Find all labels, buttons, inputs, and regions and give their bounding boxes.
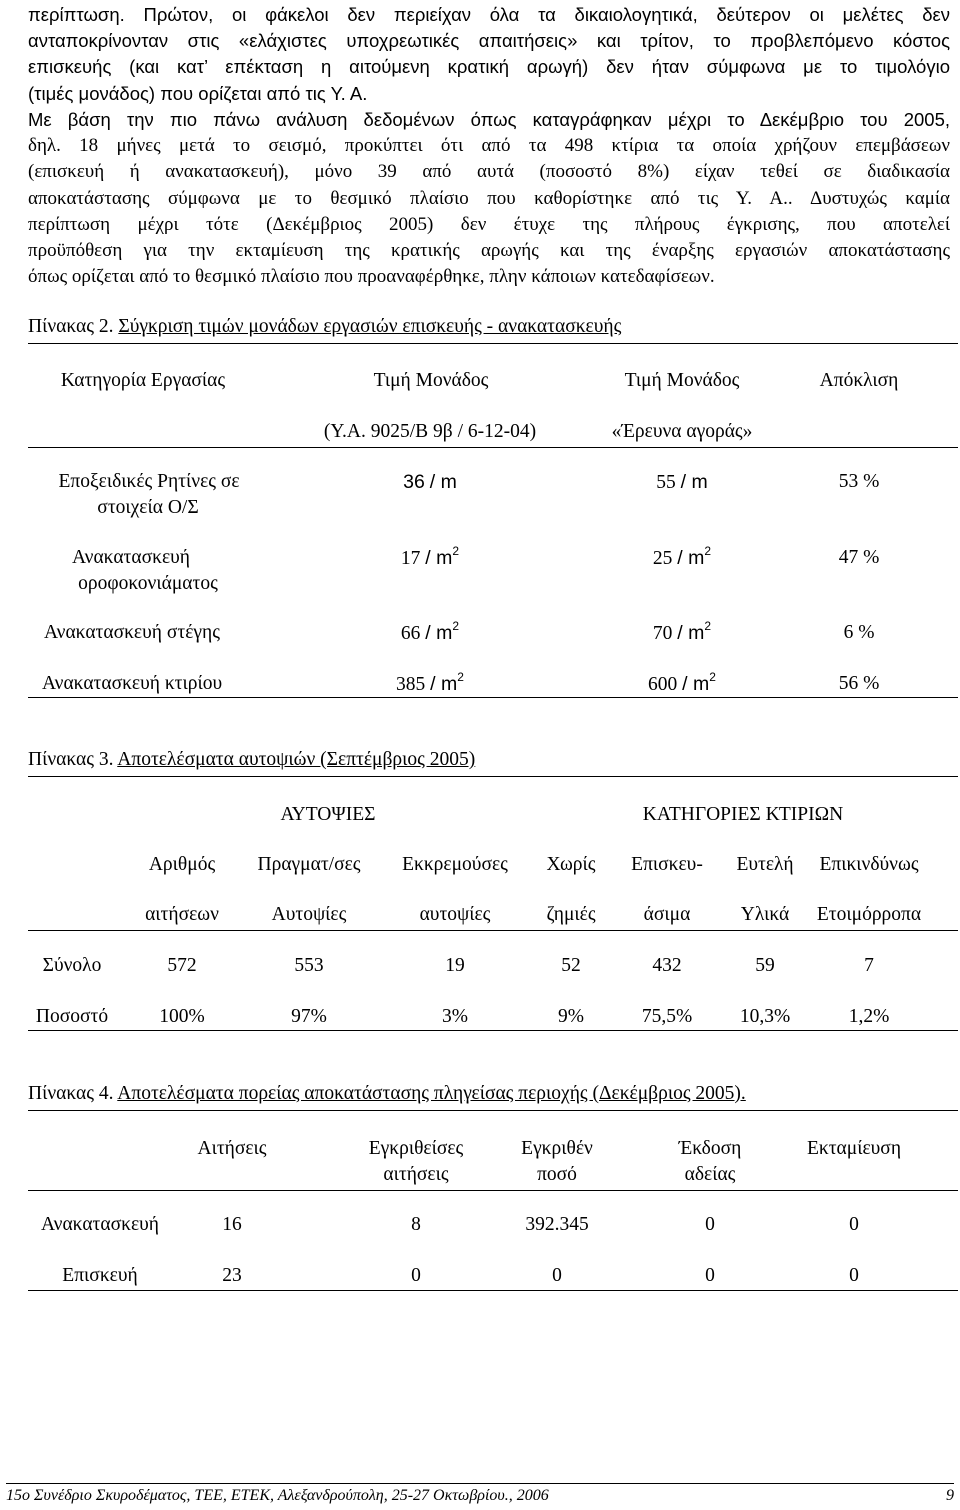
- exponent: 2: [709, 670, 716, 684]
- value: 0: [705, 1214, 715, 1235]
- exponent: 2: [452, 619, 460, 633]
- unit: / m: [677, 622, 705, 644]
- text-line: αποκατάστασης σύμφωνα με το θεσμικό πλαίσιο που καθορίστηκε από τις Υ. Α.. Δυστυχώς καμία: [28, 187, 950, 209]
- value: 23: [222, 1265, 242, 1286]
- table2-row4-price-ya: [396, 671, 464, 698]
- unit: / m: [425, 622, 453, 644]
- table4-cell: [222, 1263, 242, 1289]
- unit: / m: [677, 547, 705, 569]
- table2-caption-title: Σύγκριση τιμών μονάδων εργασιών επισκευής - ανακατασκευής: [118, 316, 622, 337]
- table2-bottom-rule: [28, 697, 958, 698]
- table3-cell: 1,2%: [848, 1006, 890, 1027]
- table4-header-l2: αδείας: [684, 1164, 736, 1185]
- text-line: περίπτωση. Πρώτον, οι φάκελοι δεν περιείχαν όλα τα δικαιολογητικά, δεύτερον οι μελέτες δεν: [28, 4, 950, 25]
- table3-cell: 59: [755, 955, 775, 976]
- table2-row3-price-ya: [401, 620, 459, 647]
- value: 55: [656, 472, 676, 493]
- table4-cell: [552, 1263, 562, 1289]
- table2-row3-deviation: 6 %: [843, 622, 875, 643]
- table2-row4-deviation: 56 %: [838, 673, 880, 694]
- value: 385: [396, 674, 426, 695]
- table3-header-l2: ζημιές: [546, 904, 596, 925]
- table4-header-l1: Εγκριθείσες: [368, 1138, 464, 1159]
- table4-cell: [705, 1263, 715, 1289]
- text-line: επισκευής (και κατ’ επέκταση η αιτούμενη κρατική αρωγή) δεν ήταν σύμφωνα με το τιμολόγιο: [28, 56, 950, 78]
- table3-cell: 97%: [291, 1006, 327, 1027]
- table4-top-rule: [28, 1110, 958, 1111]
- text-line: (τιμές μονάδος) που ορίζεται από τις Υ. Α.: [28, 82, 368, 104]
- table2-row2-price-ya: [401, 545, 459, 572]
- table3-cell: 7: [864, 955, 874, 976]
- table2-row3-price-market: [653, 620, 711, 647]
- table3-header-l1: Επισκευ-: [631, 854, 703, 875]
- value: 8: [411, 1214, 421, 1235]
- table2-header-price-market-sub: «Έρευνα αγοράς»: [611, 421, 753, 442]
- unit: / m: [430, 673, 458, 695]
- table2-row1-price-market: [656, 469, 707, 496]
- table4-caption: [28, 1083, 746, 1105]
- table3-bottom-rule: [28, 1030, 958, 1031]
- table2-row1-deviation: 53 %: [838, 471, 880, 492]
- text-line: ανταποκρίνονταν στις «ελάχιστες υποχρεωτικές απαιτήσεις» και τρίτον, το προβλεπόμενο κόστος: [28, 30, 950, 52]
- text-line: προϋπόθεση για την εκταμίευση της κρατικής αρωγής και της έναρξης εργασιών αποκατάστασης: [28, 240, 950, 262]
- table4-header-l2: αιτήσεις: [383, 1164, 449, 1185]
- table3-header-l2: Υλικά: [740, 904, 790, 925]
- table2-row2-deviation: 47 %: [838, 547, 880, 568]
- table4-cell: [222, 1212, 242, 1238]
- table3-header-l2: άσιμα: [643, 904, 691, 925]
- exponent: 2: [704, 544, 712, 558]
- value: 17: [400, 548, 421, 569]
- table3-header-l1: Πραγματ/σες: [257, 854, 361, 875]
- exponent: 2: [704, 619, 712, 633]
- table2-row2-category-l2: οροφοκονιάματος: [78, 573, 218, 594]
- paragraph-intro: [28, 2, 950, 107]
- table3-caption: [28, 749, 475, 771]
- text-line: δηλ. 18 μήνες μετά το σεισμό, προκύπτει ότι από τα 498 κτίρια τα οποία χρήζουν επεμβάσεων: [28, 135, 950, 157]
- text-line: Με βάση την πιο πάνω ανάλυση δεδομένων όπως καταγράφηκαν μέχρι το Δεκέμβριο του 2005,: [28, 109, 950, 130]
- table2-row1-category-l2: στοιχεία Ο/Σ: [97, 497, 199, 518]
- value: 36: [403, 471, 425, 493]
- table4-header-l1: Εκταμίευση: [806, 1138, 902, 1159]
- text-line: (επισκευή ή ανακατασκευή), μόνο 39 από αυτά (ποσοστό 8%) είχαν τεθεί σε διαδικασία: [28, 161, 950, 183]
- table3-header-l2: αυτοψίες: [419, 904, 491, 925]
- value: 0: [705, 1265, 715, 1286]
- table2-caption-prefix: Πίνακας 2.: [28, 316, 119, 337]
- text-line: περίπτωση μέχρι τότε (Δεκέμβριος 2005) δεν έτυχε της πλήρους έγκρισης, που αποτελεί: [28, 213, 950, 235]
- table4-cell: [705, 1212, 715, 1238]
- page-number: 9: [946, 1487, 954, 1504]
- table2-row2-price-market: [653, 545, 711, 572]
- exponent: 2: [457, 670, 464, 684]
- table3-header-l2: Ετοιμόρροπα: [816, 904, 922, 925]
- table4-bottom-rule: [28, 1290, 958, 1291]
- unit: / m: [425, 547, 453, 569]
- table2-top-rule: [28, 343, 958, 344]
- table3-header-rule: [28, 930, 958, 931]
- table4-cell: [525, 1212, 588, 1238]
- table3-header-l1: Ευτελή: [736, 854, 794, 875]
- value: 0: [849, 1214, 859, 1235]
- table3-header-l2: Αυτοψίες: [271, 904, 347, 925]
- table3-header-l1: Εκκρεμούσες: [402, 854, 508, 875]
- table3-header-l2: αιτήσεων: [145, 904, 219, 925]
- table3-header-l1: Επικινδύνως: [819, 854, 919, 875]
- table3-row-label: Σύνολο: [42, 955, 102, 976]
- unit: / m: [680, 471, 708, 493]
- table4-header-l1: Έκδοση: [678, 1138, 742, 1159]
- table3-cell: 75,5%: [641, 1006, 693, 1027]
- table3-row-label: Ποσοστό: [35, 1006, 109, 1027]
- value: 0: [411, 1265, 421, 1286]
- table3-caption-prefix: Πίνακας 3.: [28, 749, 118, 770]
- table2-header-price-ya-sub: (Υ.Α. 9025/Β 9β / 6-12-04): [323, 421, 537, 442]
- footer-text: 15ο Συνέδριο Σκυροδέματος, ΤΕΕ, ΕΤΕΚ, Αλεξανδρούπολη, 25-27 Οκτωβρίου., 2006: [6, 1487, 549, 1504]
- paragraph-analysis: [28, 107, 950, 290]
- table3-cell: 572: [167, 955, 197, 976]
- table2-row1-price-ya: [403, 469, 457, 496]
- table3-cell: 10,3%: [739, 1006, 791, 1027]
- table2-header-price-market: Τιμή Μονάδος: [624, 370, 740, 391]
- table4-header-l1: Εγκριθέν: [521, 1138, 593, 1159]
- value: 600: [648, 674, 678, 695]
- table3-caption-title: Αποτελέσματα αυτοψιών (Σεπτέμβριος 2005): [117, 749, 476, 770]
- exponent: 2: [452, 544, 460, 558]
- table2-row3-category: Ανακατασκευή στέγης: [44, 622, 220, 643]
- table3-group-categories: ΚΑΤΗΓΟΡΙΕΣ ΚΤΙΡΙΩΝ: [642, 804, 844, 825]
- value: 70: [652, 623, 673, 644]
- value: 0: [552, 1265, 562, 1286]
- table3-cell: 553: [294, 955, 324, 976]
- table3-cell: 3%: [442, 1006, 468, 1027]
- table4-header-l2: ποσό: [537, 1164, 577, 1185]
- table2-caption: [28, 316, 621, 338]
- table4-header-rule: [28, 1190, 958, 1191]
- table4-caption-title: Αποτελέσματα πορείας αποκατάστασης πληγείσας περιοχής (Δεκέμβριος 2005).: [117, 1083, 746, 1104]
- table3-cell: 9%: [558, 1006, 584, 1027]
- table3-cell: 19: [445, 955, 465, 976]
- unit: / m: [429, 471, 457, 493]
- table3-top-rule: [28, 776, 958, 777]
- table3-header-l1: Αριθμός: [148, 854, 216, 875]
- page-footer: [6, 1487, 954, 1505]
- table2-header-rule: [28, 447, 958, 448]
- table3-group-autopsies: ΑΥΤΟΨΙΕΣ: [280, 804, 376, 825]
- table3-header-l1: Χωρίς: [546, 854, 596, 875]
- table4-caption-prefix: Πίνακας 4.: [28, 1083, 118, 1104]
- table4-cell: [411, 1212, 421, 1238]
- table2-header-category: Κατηγορία Εργασίας: [60, 370, 226, 391]
- value: 66: [400, 623, 421, 644]
- unit: / m: [682, 673, 710, 695]
- table3-cell: 432: [652, 955, 682, 976]
- value: 0: [849, 1265, 859, 1286]
- table4-header-l1: Αιτήσεις: [197, 1138, 267, 1159]
- table2-row4-category: Ανακατασκευή κτιρίου: [42, 673, 223, 694]
- table2-header-price-ya: Τιμή Μονάδος: [373, 370, 489, 391]
- table2-header-deviation: Απόκλιση: [819, 370, 899, 391]
- value: 16: [222, 1214, 242, 1235]
- table3-cell: 100%: [159, 1006, 205, 1027]
- table2-row4-price-market: [648, 671, 716, 698]
- table4-cell: [411, 1263, 421, 1289]
- footer-rule: [6, 1483, 954, 1484]
- table4-cell: [849, 1263, 859, 1289]
- value: 25: [652, 548, 673, 569]
- text-line: όπως ορίζεται από το θεσμικό πλαίσιο που προαναφέρθηκε, πλην κάποιων κατεδαφίσεων.: [28, 266, 715, 288]
- table2-row2-category-l1: Ανακατασκευή: [72, 547, 190, 568]
- value: 392.345: [525, 1214, 589, 1235]
- table4-row-label: Επισκευή: [62, 1265, 138, 1286]
- table4-row-label: Ανακατασκευή: [41, 1214, 159, 1235]
- table2-row1-category-l1: Εποξειδικές Ρητίνες σε: [58, 471, 240, 492]
- table4-cell: [849, 1212, 859, 1238]
- table3-cell: 52: [561, 955, 581, 976]
